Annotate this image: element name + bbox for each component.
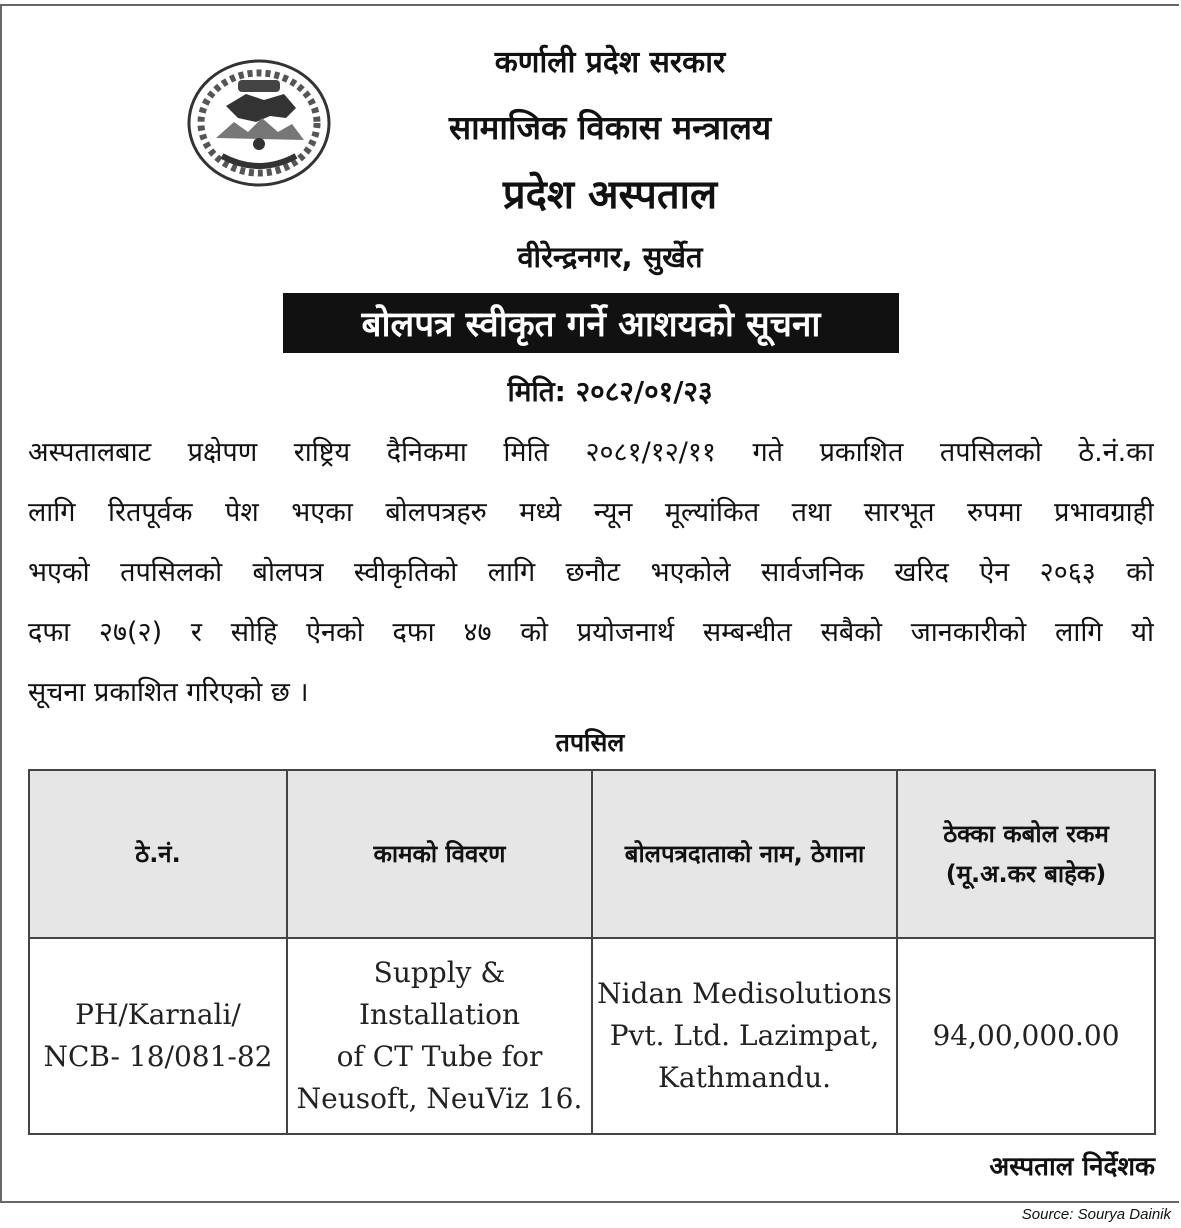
award-table (28, 769, 1156, 1135)
office-location: वीरेन्द्रनगर, सुर्खेत (517, 240, 703, 274)
signatory-title: अस्पताल निर्देशक (989, 1152, 1155, 1182)
notice-date: मिति: २०८२/०१/२३ (507, 375, 713, 408)
body-line: दफा २७(२) र सोहि ऐनको दफा ४७ को प्रयोजनार्थ सम्बन्धीत सबैको जानकारीको लागि यो (28, 617, 1154, 648)
table-caption: तपसिल (555, 728, 625, 757)
source-credit: Source: Sourya Dainik (1021, 1206, 1171, 1223)
body-line: लागि रितपूर्वक पेश भएका बोलपत्रहरु मध्ये न्यून मूल्यांकित तथा सारभूत रुपमा प्रभावग्राही (28, 497, 1154, 528)
office-name: प्रदेश अस्पताल (502, 172, 718, 218)
cell-contract-no: PH/Karnali/ NCB- 18/081-82 (29, 938, 287, 1134)
ministry-name: सामाजिक विकास मन्त्रालय (448, 108, 772, 147)
body-line: अस्पतालबाट प्रक्षेपण राष्ट्रिय दैनिकमा मिति २०८१/१२/११ गते प्रकाशित तपसिलको ठे.नं.का (28, 437, 1154, 468)
table-header-row (29, 770, 1155, 938)
notice-body (28, 428, 1154, 728)
body-line: भएको तपसिलको बोलपत्र स्वीकृतिको लागि छनौट भएकोले सार्वजनिक खरिद ऐन २०६३ को (28, 557, 1154, 588)
header-amount-line1: ठेक्का कबोल रकम (943, 820, 1109, 848)
header-bidder: बोलपत्रदाताको नाम, ठेगाना (592, 770, 897, 938)
cell-bidder: Nidan Medisolutions Pvt. Ltd. Lazimpat, Kathmandu. (592, 938, 897, 1134)
body-line: सूचना प्रकाशित गरिएको छ । (28, 677, 309, 708)
header-amount-line2: (मू.अ.कर बाहेक) (945, 860, 1107, 888)
table-row (29, 938, 1155, 1134)
header-amount (897, 770, 1155, 938)
header-work-description: कामको विवरण (287, 770, 592, 938)
header-contract-no: ठे.नं. (29, 770, 287, 938)
notice-title: बोलपत्र स्वीकृत गर्ने आशयको सूचना (283, 293, 899, 353)
government-name: कर्णाली प्रदेश सरकार (494, 45, 726, 80)
cell-amount: 94,00,000.00 (897, 938, 1155, 1134)
cell-work-description: Supply & Installation of CT Tube for Neusoft, NeuViz 16. (287, 938, 592, 1134)
